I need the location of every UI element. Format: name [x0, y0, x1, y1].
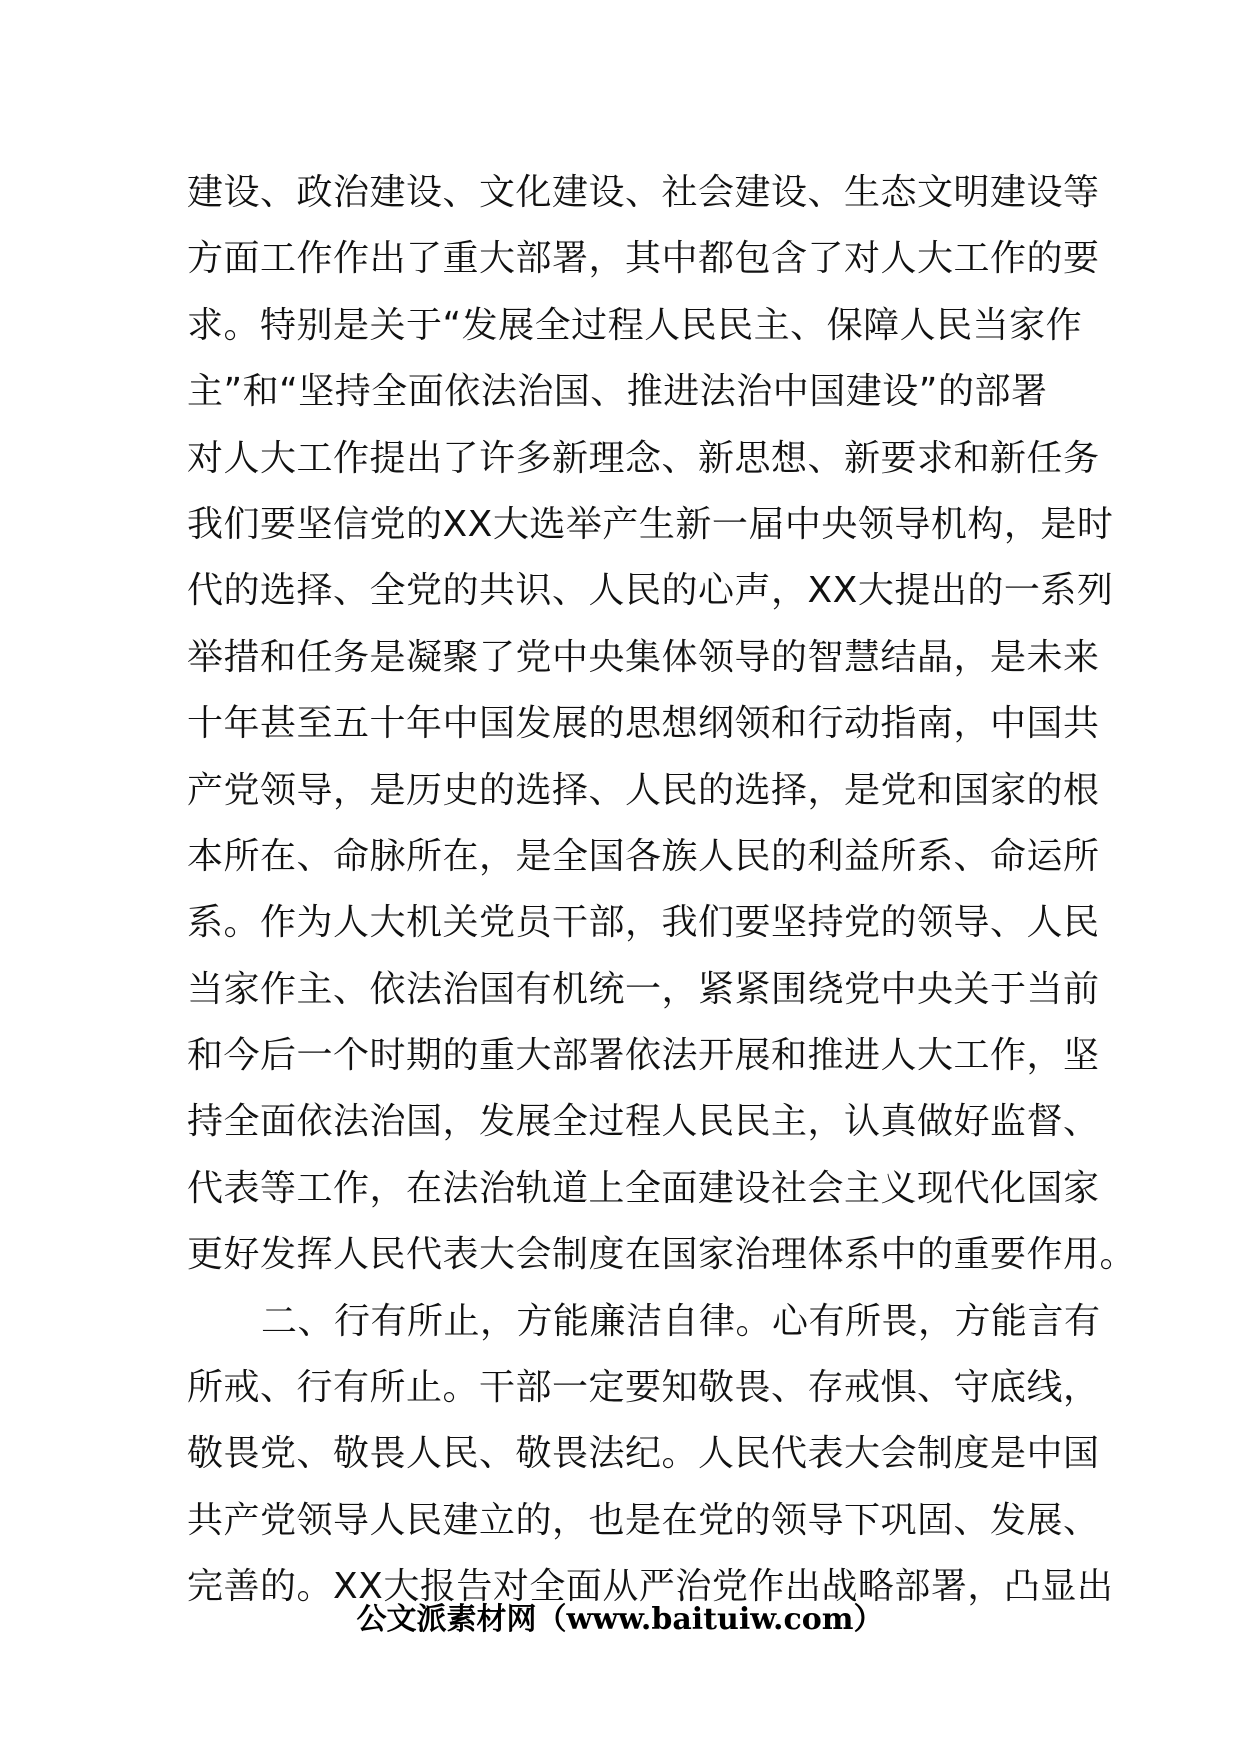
text-line: 产党领导，是历史的选择、人民的选择，是党和国家的根: [187, 769, 1100, 811]
text-line: 十年甚至五十年中国发展的思想纲领和行动指南，中国共: [187, 703, 1100, 745]
text-line: 对人大工作提出了许多新理念、新思想、新要求和新任务: [187, 437, 1100, 479]
text-line: 主”和“坚持全面依法治国、推进法治中国建设”的部署: [187, 371, 1048, 413]
text-line: 更好发挥人民代表大会制度在国家治理体系中的重要作用。: [187, 1234, 1137, 1276]
document-body: [187, 160, 1137, 1621]
text-line: 求。特别是关于“发展全过程人民民主、保障人民当家作: [187, 304, 1083, 346]
text-line: 建设、政治建设、文化建设、社会建设、生态文明建设等: [187, 172, 1100, 213]
section-heading-line: 二、行有所止，方能廉洁自律。心有所畏，方能言有: [261, 1300, 1101, 1342]
text-line: 当家作主、依法治国有机统一，紧紧围绕党中央关于当前: [187, 968, 1100, 1010]
text-line: 举措和任务是凝聚了党中央集体领导的智慧结晶，是未来: [187, 636, 1100, 678]
text-line: 代的选择、全党的共识、人民的心声，XX大提出的一系列: [187, 570, 1114, 612]
text-line: 本所在、命脉所在，是全国各族人民的利益所系、命运所: [187, 835, 1100, 877]
text-line: 和今后一个时期的重大部署依法开展和推进人大工作，坚: [187, 1035, 1100, 1077]
text-line: 敬畏党、敬畏人民、敬畏法纪。人民代表大会制度是中国: [187, 1433, 1100, 1475]
text-line: 代表等工作，在法治轨道上全面建设社会主义现代化国家: [187, 1167, 1100, 1209]
footer-watermark: 公文派素材网（www.baituiw.com）: [356, 1602, 884, 1637]
text-line: 系。作为人大机关党员干部，我们要坚持党的领导、人民: [187, 902, 1100, 944]
text-line: 所戒、行有所止。干部一定要知敬畏、存戒惧、守底线，: [187, 1367, 1100, 1409]
text-line: 完善的。XX大报告对全面从严治党作出战略部署，凸显出: [187, 1566, 1114, 1608]
text-line: 共产党领导人民建立的，也是在党的领导下巩固、发展、: [187, 1499, 1100, 1541]
text-line: 我们要坚信党的XX大选举产生新一届中央领导机构，是时: [187, 503, 1114, 545]
text-line: 持全面依法治国，发展全过程人民民主，认真做好监督、: [187, 1101, 1100, 1143]
text-line: 方面工作作出了重大部署，其中都包含了对人大工作的要: [187, 238, 1100, 280]
